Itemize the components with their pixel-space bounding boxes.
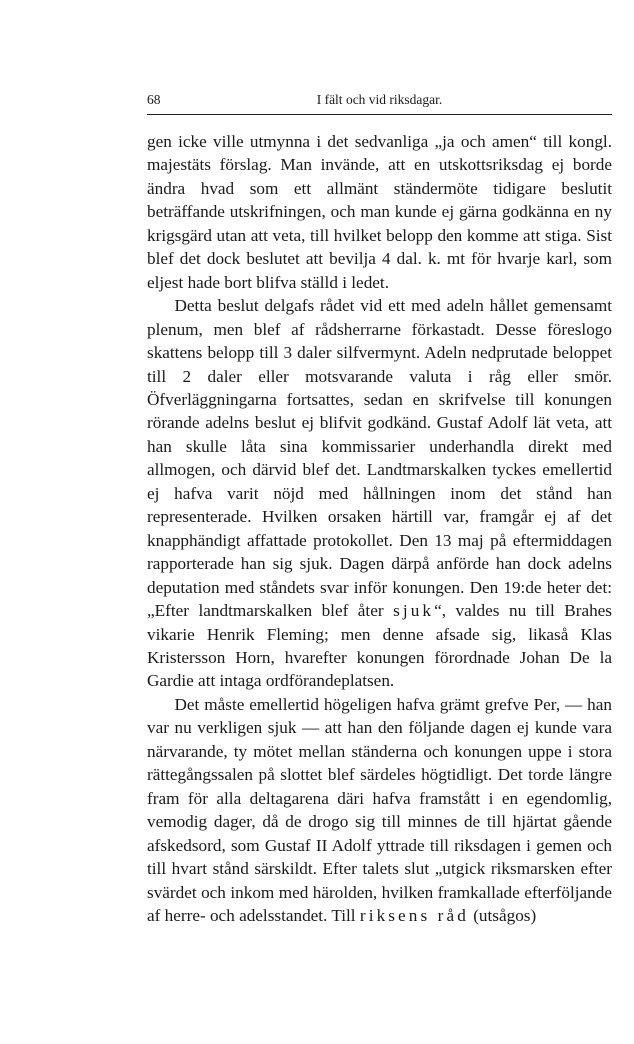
- paragraph-2-spaced: sjuk: [393, 601, 435, 621]
- paragraph-3: [147, 693, 612, 928]
- paragraph-2: [147, 294, 612, 693]
- paragraph-3-spaced: riksens råd: [359, 905, 469, 925]
- page-header: [147, 92, 612, 112]
- body-text: [147, 130, 612, 927]
- paragraph-3-text: Det måste emellertid högeligen hafva grämt grefve Per, — han var nu verkligen sjuk — att han den följande dagen ej kunde vara närvarande, ty mötet mellan ständerna och konungen uppe i stora rättegångssalen på slottet blef särdeles högtidligt. Det torde längre fram för alla deltagarena däri hafva framstått i en egendomlig, vemodig dager, då de drogo sig till minnes de till hjärtat gående afskedsord, som Gustaf II Adolf yttrade till riksdagen i gemen och till hvart stånd särskildt. Efter talets slut „utgick riksmarsken efter svärdet och inkom med härolden, hvilken framkallade efterföljande af herre- och adelsstandet. Till: [147, 694, 612, 925]
- paragraph-1-text: gen icke ville utmynna i det sedvanliga „ja och amen“ till kongl. majestäts förslag. Man invände, att en utskottsriksdag ej borde ändra hvad som ett allmänt ständermöte tidigare beslutit beträffande utskrifningen, och man kunde ej gärna godkänna en ny krigsgärd utan att veta, till hvilket belopp den komme att stiga. Sist blef det dock beslutet att bevilja 4 dal. k. mt för hvarje karl, som eljest hade bort blifva ställd i ledet.: [147, 132, 612, 292]
- page-number: 68: [147, 92, 161, 107]
- running-title: I fält och vid riksdagar.: [316, 92, 443, 107]
- paragraph-2-after: “, valdes nu till Brahes vikarie Henrik Fleming; men denne afsade sig, likaså Klas Kristersson Horn, hvarefter konungen förordnade Johan De la Gardie att intaga ordförandeplatsen.: [147, 601, 612, 691]
- paragraph-3-after: (utsågos): [468, 905, 537, 925]
- paragraph-2-text: Detta beslut delgafs rådet vid ett med adeln hållet gemensamt plenum, men blef af rådsherrarne förkastadt. Desse föreslogo skattens belopp till 3 daler silfvermynt. Adeln nedprutade beloppet till 2 daler eller motsvarande valuta i råg eller smör. Öfverläggningarna fortsattes, sedan en skrifvelse till konungen rörande adelns beslut ej blifvit godkänd. Gustaf Adolf lät veta, att han skulle låta sina kommissarier underhandla direkt med allmogen, och därvid blef det. Landtmarskalken tyckes emellertid ej hafva varit nöjd med hållningen inom det stånd han representerade. Hvilken orsaken härtill var, framgår ej af det knapphändigt affattade protokollet. Den 13 maj på eftermiddagen rapporterade han sig sjuk. Dagen därpå anförde han dock adelns deputation med ståndets svar inför konungen. Den 19:de heter det: „Efter landtmarskalken blef åter: [147, 296, 612, 621]
- paragraph-1: [147, 130, 612, 294]
- header-rule: [147, 114, 612, 115]
